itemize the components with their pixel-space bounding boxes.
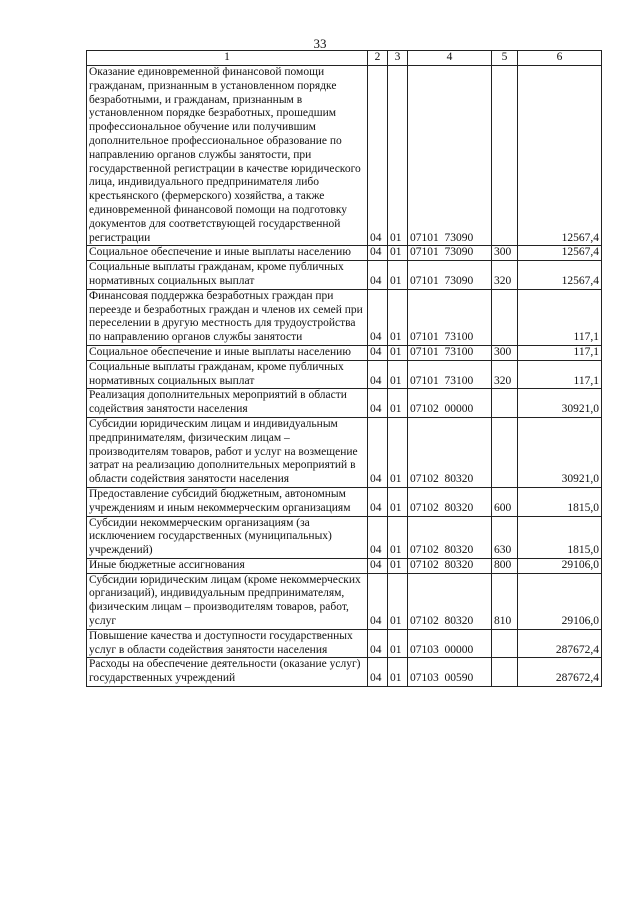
amount: 30921,0 xyxy=(518,389,602,418)
expense-type-code xyxy=(492,629,518,658)
expense-type-code: 300 xyxy=(492,345,518,360)
subsection-code: 01 xyxy=(388,417,408,487)
expense-type-code: 600 xyxy=(492,487,518,516)
subsection-code: 01 xyxy=(388,66,408,246)
subsection-code: 01 xyxy=(388,289,408,345)
amount: 117,1 xyxy=(518,289,602,345)
table-row xyxy=(87,345,602,360)
expense-type-code: 800 xyxy=(492,558,518,573)
section-code: 04 xyxy=(368,261,388,290)
amount: 287672,4 xyxy=(518,658,602,687)
table-row xyxy=(87,516,602,558)
target-article-code: 07102 80320 xyxy=(408,516,492,558)
table-row xyxy=(87,573,602,629)
amount: 30921,0 xyxy=(518,417,602,487)
expense-type-code: 630 xyxy=(492,516,518,558)
expense-name: Реализация дополнительных мероприятий в области содействия занятости населения xyxy=(87,389,368,418)
target-article-code: 07102 80320 xyxy=(408,558,492,573)
target-article-code: 07102 80320 xyxy=(408,487,492,516)
column-header-6: 6 xyxy=(518,51,602,66)
expense-name: Субсидии юридическим лицам (кроме некоммерческих организаций), индивидуальным предпринимателям, физическим лицам – производителям товаров, работ, услуг xyxy=(87,573,368,629)
target-article-code: 07102 80320 xyxy=(408,573,492,629)
section-code: 04 xyxy=(368,629,388,658)
amount: 29106,0 xyxy=(518,558,602,573)
expense-name: Субсидии юридическим лицам и индивидуальным предпринимателям, физическим лицам – производителям товаров, работ и услуг на возмещение затрат на реализацию дополнительных мероприятий в области содействия занятости населения xyxy=(87,417,368,487)
section-code: 04 xyxy=(368,558,388,573)
subsection-code: 01 xyxy=(388,629,408,658)
subsection-code: 01 xyxy=(388,558,408,573)
column-header-5: 5 xyxy=(492,51,518,66)
expense-name: Оказание единовременной финансовой помощи гражданам, признанным в установленном порядке безработными, и гражданам, признанным в установленном порядке безработных, прошедшим профессиональное обучение или получившим дополнительное профессиональное образование по направлению органов службы занятости, при государственной регистрации в качестве юридического лица, индивидуального предпринимателя либо крестьянского (фермерского) хозяйства, а также единовременной финансовой помощи на подготовку документов для соответствующей государственной регистрации xyxy=(87,66,368,246)
expense-type-code: 300 xyxy=(492,246,518,261)
expense-name: Субсидии некоммерческим организациям (за исключением государственных (муниципальных) учреждений) xyxy=(87,516,368,558)
expense-type-code xyxy=(492,658,518,687)
target-article-code: 07103 00000 xyxy=(408,629,492,658)
target-article-code: 07102 80320 xyxy=(408,417,492,487)
expense-name: Социальное обеспечение и иные выплаты населению xyxy=(87,345,368,360)
table-row xyxy=(87,417,602,487)
expense-name: Социальное обеспечение и иные выплаты населению xyxy=(87,246,368,261)
expense-name: Предоставление субсидий бюджетным, автономным учреждениям и иным некоммерческим организациям xyxy=(87,487,368,516)
section-code: 04 xyxy=(368,345,388,360)
subsection-code: 01 xyxy=(388,261,408,290)
subsection-code: 01 xyxy=(388,345,408,360)
header-row xyxy=(87,51,602,66)
subsection-code: 01 xyxy=(388,246,408,261)
column-header-4: 4 xyxy=(408,51,492,66)
section-code: 04 xyxy=(368,417,388,487)
table-row xyxy=(87,558,602,573)
expense-type-code xyxy=(492,389,518,418)
expense-type-code xyxy=(492,289,518,345)
table-row xyxy=(87,629,602,658)
expense-type-code: 320 xyxy=(492,261,518,290)
expense-name: Социальные выплаты гражданам, кроме публичных нормативных социальных выплат xyxy=(87,261,368,290)
target-article-code: 07101 73090 xyxy=(408,66,492,246)
table-row xyxy=(87,487,602,516)
amount: 117,1 xyxy=(518,360,602,389)
expense-type-code xyxy=(492,66,518,246)
table-row xyxy=(87,66,602,246)
amount: 1815,0 xyxy=(518,516,602,558)
column-header-3: 3 xyxy=(388,51,408,66)
expense-name: Расходы на обеспечение деятельности (оказание услуг) государственных учреждений xyxy=(87,658,368,687)
table-row xyxy=(87,658,602,687)
subsection-code: 01 xyxy=(388,658,408,687)
section-code: 04 xyxy=(368,289,388,345)
section-code: 04 xyxy=(368,658,388,687)
expense-name: Финансовая поддержка безработных граждан при переезде и безработных граждан и членов их семей при переселении в другую местность для трудоустройства по направлению органов службы занятости xyxy=(87,289,368,345)
section-code: 04 xyxy=(368,389,388,418)
subsection-code: 01 xyxy=(388,360,408,389)
subsection-code: 01 xyxy=(388,487,408,516)
table-row xyxy=(87,289,602,345)
expense-type-code: 810 xyxy=(492,573,518,629)
expense-name: Иные бюджетные ассигнования xyxy=(87,558,368,573)
section-code: 04 xyxy=(368,516,388,558)
target-article-code: 07101 73100 xyxy=(408,345,492,360)
target-article-code: 07101 73090 xyxy=(408,246,492,261)
target-article-code: 07101 73100 xyxy=(408,289,492,345)
target-article-code: 07103 00590 xyxy=(408,658,492,687)
section-code: 04 xyxy=(368,487,388,516)
column-header-1: 1 xyxy=(87,51,368,66)
amount: 1815,0 xyxy=(518,487,602,516)
amount: 12567,4 xyxy=(518,66,602,246)
section-code: 04 xyxy=(368,246,388,261)
page-number: 33 xyxy=(313,36,327,51)
expense-name: Социальные выплаты гражданам, кроме публичных нормативных социальных выплат xyxy=(87,360,368,389)
target-article-code: 07101 73100 xyxy=(408,360,492,389)
subsection-code: 01 xyxy=(388,516,408,558)
section-code: 04 xyxy=(368,66,388,246)
section-code: 04 xyxy=(368,360,388,389)
amount: 287672,4 xyxy=(518,629,602,658)
budget-table xyxy=(86,50,602,687)
amount: 29106,0 xyxy=(518,573,602,629)
section-code: 04 xyxy=(368,573,388,629)
table-row xyxy=(87,261,602,290)
table-row xyxy=(87,360,602,389)
expense-type-code: 320 xyxy=(492,360,518,389)
subsection-code: 01 xyxy=(388,389,408,418)
table-row xyxy=(87,389,602,418)
target-article-code: 07102 00000 xyxy=(408,389,492,418)
amount: 12567,4 xyxy=(518,261,602,290)
subsection-code: 01 xyxy=(388,573,408,629)
column-header-2: 2 xyxy=(368,51,388,66)
target-article-code: 07101 73090 xyxy=(408,261,492,290)
table-row xyxy=(87,246,602,261)
amount: 117,1 xyxy=(518,345,602,360)
expense-name: Повышение качества и доступности государственных услуг в области содействия занятости населения xyxy=(87,629,368,658)
amount: 12567,4 xyxy=(518,246,602,261)
expense-type-code xyxy=(492,417,518,487)
